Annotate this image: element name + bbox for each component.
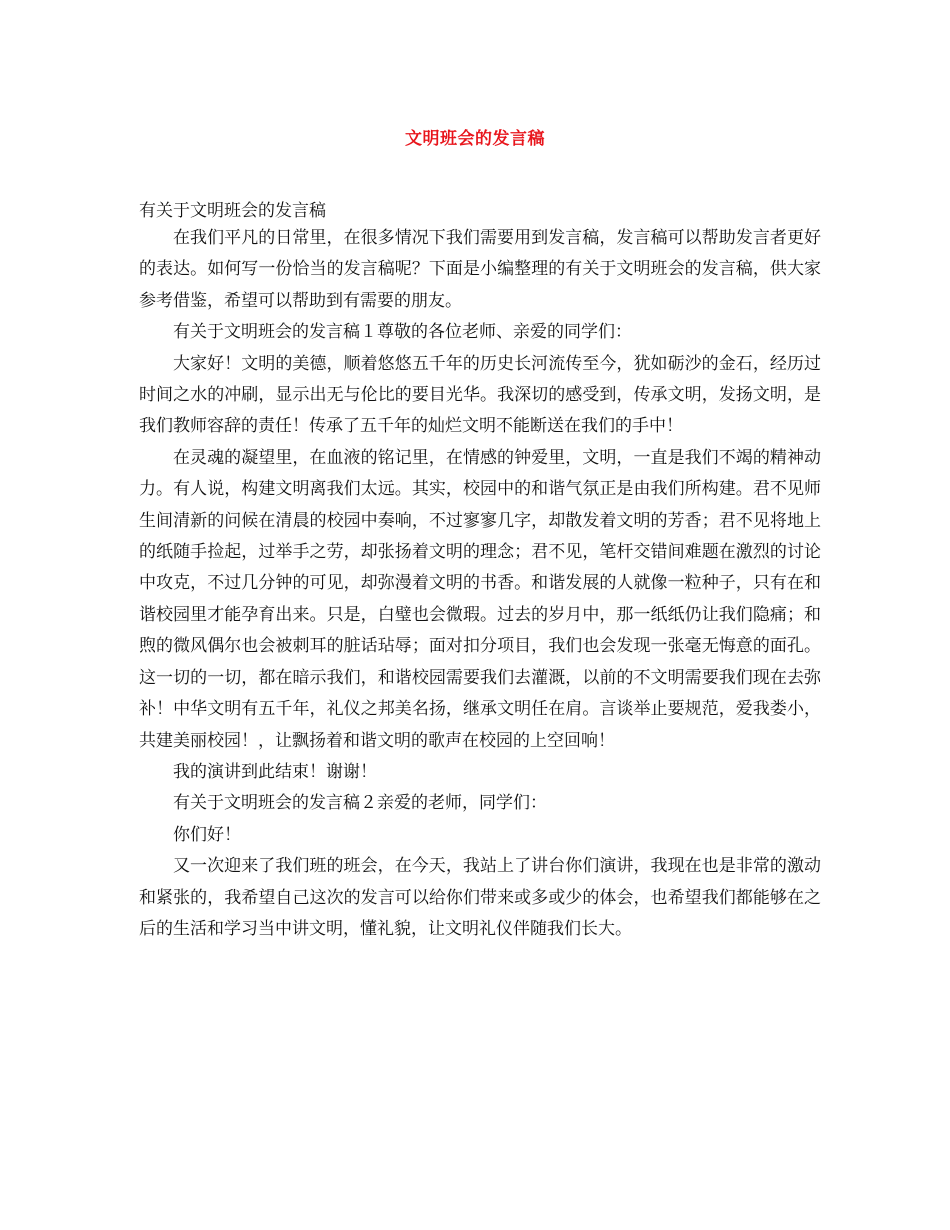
paragraph-speech2-body: 又一次迎来了我们班的班会，在今天，我站上了讲台你们演讲，我现在也是非常的激动和紧张的，我希望自己这次的发言可以给你们带来或多或少的体会，也希望我们都能够在之后的生活和学习当中讲文明，懂礼貌，让文明礼仪伴随我们长大。 [139, 856, 821, 939]
paragraph-speech2-greeting: 你们好！ [173, 824, 241, 845]
document-title: 文明班会的发言稿 [405, 129, 545, 149]
paragraph-intro: 在我们平凡的日常里，在很多情况下我们需要用到发言稿，发言稿可以帮助发言者更好的表达。如何写一份恰当的发言稿呢？下面是小编整理的有关于文明班会的发言稿，供大家参考借鉴，希望可以帮助到有需要的朋友。 [139, 228, 821, 311]
document-body [139, 223, 821, 945]
paragraph-speech1-body: 在灵魂的凝望里，在血液的铭记里，在情感的钟爱里，文明，一直是我们不竭的精神动力。有人说，构建文明离我们太远。其实，校园中的和谐气氛正是由我们所构建。君不见师生间清新的问候在清晨的校园中奏响，不过寥寥几字，却散发着文明的芳香；君不见将地上的纸随手捡起，过举手之劳，却张扬着文明的理念；君不见，笔杆交错间难题在激烈的讨论中攻克，不过几分钟的可见，却弥漫着文明的书香。和谐发展的人就像一粒种子，只有在和谐校园里才能孕育出来。只是，白璧也会微瑕。过去的岁月中，那一纸纸仍让我们隐痛；和煦的微风偶尔也会被刺耳的脏话玷辱；面对扣分项目，我们也会发现一张毫无悔意的面孔。这一切的一切，都在暗示我们，和谐校园需要我们去灌溉，以前的不文明需要我们现在去弥补！中华文明有五千年，礼仪之邦美名扬，继承文明任在肩。言谈举止要规范，爱我娄小，共建美丽校园！，让飘扬着和谐文明的歌声在校园的上空回响！ [139, 447, 821, 751]
paragraph-speech1-greeting: 大家好！文明的美德，顺着悠悠五千年的历史长河流传至今，犹如砺沙的金石，经历过时间之水的冲刷，显示出无与伦比的要目光华。我深切的感受到，传承文明，发扬文明，是我们教师容辞的责任！传承了五千年的灿烂文明不能断送在我们的手中！ [139, 353, 821, 437]
paragraph-speech1-heading: 有关于文明班会的发言稿１尊敬的各位老师、亲爱的同学们： [173, 322, 632, 343]
paragraph-speech2-heading: 有关于文明班会的发言稿２亲爱的老师，同学们： [173, 793, 547, 814]
paragraph-speech1-closing: 我的演讲到此结束！谢谢！ [173, 761, 377, 782]
document-subtitle: 有关于文明班会的发言稿 [139, 201, 326, 221]
